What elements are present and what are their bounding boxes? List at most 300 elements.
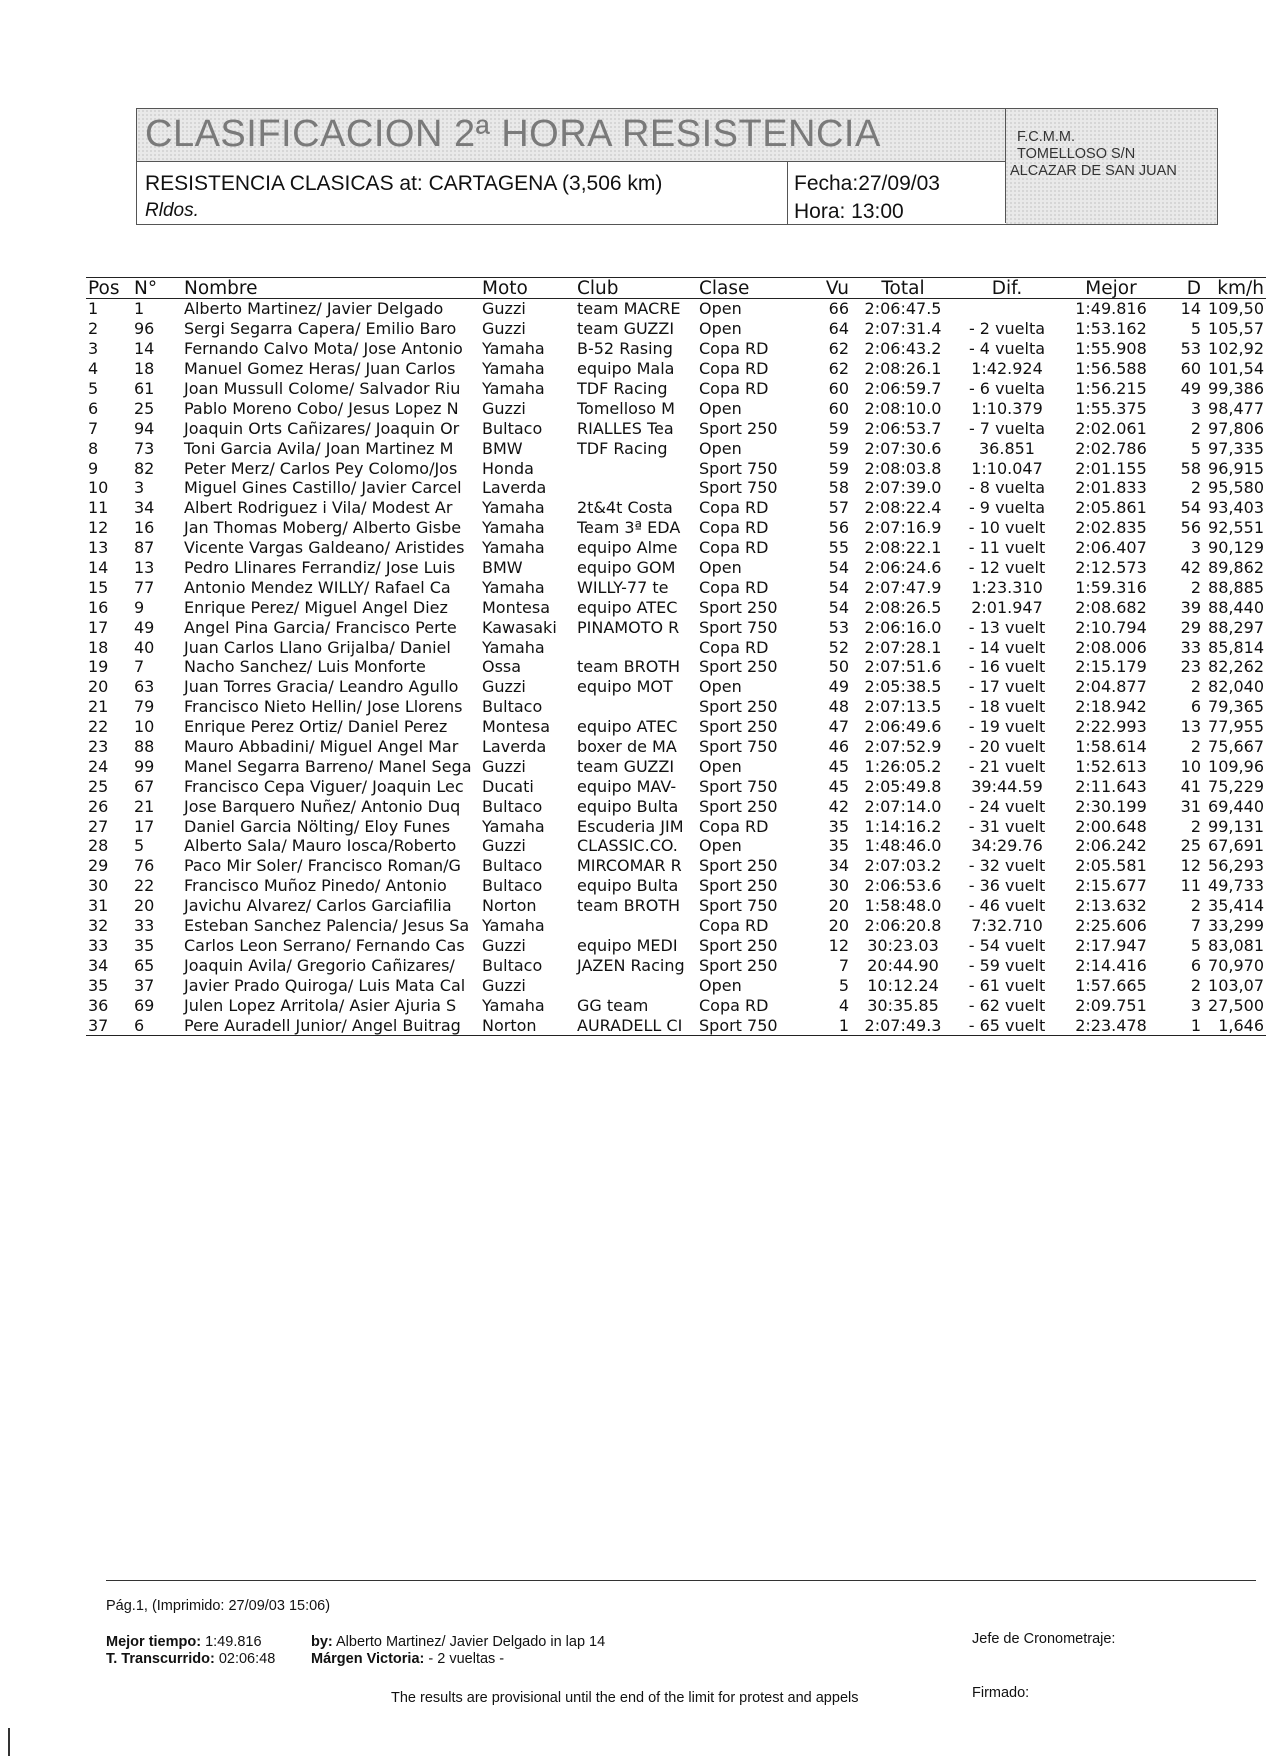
cell-total: 2:06:59.7	[864, 379, 942, 398]
cell-nombre: Juan Carlos Llano Grijalba/ Daniel	[184, 637, 451, 657]
cell-total: 2:07:31.4	[864, 319, 942, 339]
cell-mejor: 2:06.242	[1075, 836, 1147, 856]
cell-nombre: Albert Rodriguez i Vila/ Modest Ar	[184, 498, 453, 518]
cell-num: 20	[134, 896, 155, 916]
cell-kmh: 99,131	[1208, 816, 1264, 836]
cell-num: 88	[134, 737, 155, 757]
cell-vu: 59	[828, 438, 849, 458]
cell-moto: Bultaco	[482, 697, 543, 717]
cell-pos: 10	[88, 478, 109, 498]
cell-num: 18	[134, 359, 155, 379]
cell-num: 77	[134, 577, 155, 597]
cell-nombre: Alberto Martinez/ Javier Delgado	[184, 299, 444, 319]
cell-moto: Guzzi	[482, 836, 526, 856]
cell-d: 2	[1190, 577, 1201, 597]
elapsed-value: 02:06:48	[218, 1651, 276, 1667]
cell-num: 76	[134, 856, 155, 876]
cell-num: 5	[134, 836, 145, 856]
cell-total: 2:07:28.1	[864, 637, 942, 657]
best-by-value: Alberto Martinez/ Javier Delgado in lap 14	[335, 1634, 606, 1650]
cell-num: 9	[134, 597, 145, 617]
cell-pos: 14	[88, 558, 109, 578]
cell-club: TDF Racing	[577, 438, 668, 458]
cell-d: 5	[1190, 319, 1201, 339]
cell-total: 2:08:22.4	[864, 498, 942, 518]
cell-pos: 31	[88, 896, 109, 916]
cell-total: 30:23.03	[867, 935, 939, 955]
cell-kmh: 82,262	[1208, 657, 1264, 677]
cell-clase: Open	[699, 438, 742, 458]
cell-moto: Norton	[480, 1015, 575, 1035]
cell-total: 1:26:05.2	[864, 756, 942, 776]
table-row	[86, 1015, 1266, 1035]
cell-club: B-52 Rasing	[577, 339, 673, 359]
cell-pos: 24	[88, 756, 109, 776]
cell-dif: 1:10.379	[971, 398, 1043, 418]
cell-nombre: Javichu Alvarez/ Carlos Garciafilia	[184, 896, 452, 916]
table-row	[86, 617, 1266, 637]
cell-vu: 46	[828, 737, 849, 757]
cell-club: equipo Bulta	[577, 796, 679, 816]
cell-total: 2:08:26.1	[864, 359, 942, 379]
cell-pos: 19	[88, 657, 109, 677]
cell-moto: Guzzi	[482, 935, 526, 955]
cell-num: 14	[134, 339, 155, 359]
cell-d: 25	[1180, 836, 1201, 856]
cell-dif: - 62 vuelt	[968, 995, 1046, 1015]
cell-pos: 27	[88, 816, 109, 836]
cell-num: 10	[134, 717, 155, 737]
cell-kmh: 75,229	[1208, 776, 1264, 796]
cell-kmh: 69,440	[1208, 796, 1264, 816]
cell-d: 7	[1190, 916, 1201, 936]
cell-nombre: Manel Segarra Barreno/ Manel Sega	[184, 756, 472, 776]
cell-clase: Sport 750	[699, 896, 778, 916]
cell-club: Team 3ª EDA	[577, 518, 681, 538]
cell-clase: Copa RD	[699, 538, 769, 558]
cell-vu: 49	[828, 677, 849, 697]
cell-dif: - 10 vuelt	[968, 518, 1046, 538]
cell-clase: Open	[699, 398, 742, 418]
cell-vu: 45	[828, 776, 849, 796]
cell-d: 2	[1190, 478, 1201, 498]
cell-dif: - 46 vuelt	[968, 896, 1046, 916]
cell-club	[575, 478, 697, 498]
cell-nombre: Nacho Sanchez/ Luis Monforte	[184, 657, 426, 677]
cell-vu: 62	[828, 359, 849, 379]
cell-vu: 30	[828, 876, 849, 896]
cell-dif: - 9 vuelta	[968, 498, 1046, 518]
cell-nombre: Javier Prado Quiroga/ Luis Mata Cal	[184, 975, 466, 995]
cell-club: equipo ATEC	[577, 717, 678, 737]
cell-club: AURADELL CI	[575, 1015, 697, 1035]
cell-club: team BROTH	[577, 657, 681, 677]
table-row	[86, 796, 1266, 816]
organizer-address: TOMELLOSO S/N	[1017, 146, 1136, 162]
cell-dif: 1:10.047	[971, 458, 1043, 478]
col-d: D	[1163, 278, 1203, 299]
cell-vu: 35	[828, 816, 849, 836]
cell-num: 7	[134, 657, 145, 677]
cell-pos: 3	[88, 339, 99, 359]
cell-clase: Open	[699, 756, 742, 776]
cell-mejor: 2:22.993	[1075, 717, 1147, 737]
cell-d: 5	[1190, 935, 1201, 955]
cell-vu: 66	[828, 299, 849, 319]
cell-d: 41	[1180, 776, 1201, 796]
cell-nombre: Fernando Calvo Mota/ Jose Antonio	[184, 339, 463, 359]
page-title: CLASIFICACION 2ª HORA RESISTENCIA	[145, 113, 881, 155]
cell-nombre: Vicente Vargas Galdeano/ Aristides	[184, 538, 465, 558]
cell-d: 2	[1190, 737, 1201, 757]
cell-total: 30:35.85	[867, 995, 939, 1015]
cell-mejor: 1:56.215	[1075, 379, 1147, 398]
cell-clase: Copa RD	[699, 498, 769, 518]
cell-vu: 4	[838, 995, 849, 1015]
cell-mejor: 2:15.677	[1075, 876, 1147, 896]
col-nombre: Nombre	[182, 278, 480, 299]
cell-d: 10	[1180, 756, 1201, 776]
cell-pos: 7	[88, 418, 99, 438]
cell-num: 87	[134, 538, 155, 558]
table-row	[86, 955, 1266, 975]
cell-pos: 16	[88, 597, 109, 617]
cell-num: 96	[134, 319, 155, 339]
cell-num: 99	[134, 756, 155, 776]
cell-kmh: 109,96	[1208, 756, 1264, 776]
cell-clase: Copa RD	[699, 339, 769, 359]
cell-mejor: 2:23.478	[1059, 1015, 1163, 1035]
cell-dif: - 2 vuelta	[968, 319, 1046, 339]
cell-kmh: 56,293	[1208, 856, 1264, 876]
cell-nombre: Francisco Nieto Hellin/ Jose Llorens	[184, 697, 463, 717]
cell-mejor: 2:06.407	[1075, 538, 1147, 558]
cell-kmh: 67,691	[1208, 836, 1264, 856]
col-clase: Clase	[697, 278, 811, 299]
table-row	[86, 398, 1266, 418]
cell-mejor: 1:58.614	[1075, 737, 1147, 757]
cell-club: Escuderia JIM	[577, 816, 684, 836]
table-row	[86, 896, 1266, 916]
cell-vu: 60	[828, 398, 849, 418]
col-club: Club	[575, 278, 697, 299]
cell-kmh: 96,915	[1208, 458, 1264, 478]
cell-clase: Sport 750	[699, 617, 778, 637]
cell-dif: - 11 vuelt	[968, 538, 1046, 558]
cell-dif: - 21 vuelt	[968, 756, 1046, 776]
cell-d: 2	[1190, 896, 1201, 916]
cell-vu: 55	[828, 538, 849, 558]
col-vu: Vu	[811, 278, 851, 299]
cell-kmh: 98,477	[1208, 398, 1264, 418]
cell-nombre: Pedro Llinares Ferrandiz/ Jose Luis	[184, 558, 456, 578]
cell-kmh: 79,365	[1208, 697, 1264, 717]
best-by	[311, 1634, 605, 1650]
cell-total: 2:07:16.9	[864, 518, 942, 538]
cell-dif: - 65 vuelt	[955, 1015, 1059, 1035]
cell-num: 16	[134, 518, 155, 538]
cell-dif: - 14 vuelt	[968, 637, 1046, 657]
cell-club: equipo MEDI	[577, 935, 678, 955]
results-body	[86, 299, 1266, 1036]
cell-d: 29	[1180, 617, 1201, 637]
cell-nombre: Julen Lopez Arritola/ Asier Ajuria S	[184, 995, 457, 1015]
cell-kmh: 90,129	[1208, 538, 1264, 558]
cell-moto: Laverda	[482, 478, 547, 498]
cell-mejor: 2:02.061	[1075, 418, 1147, 438]
cell-num: 22	[134, 876, 155, 896]
cell-pos: 34	[88, 955, 109, 975]
cell-dif: - 59 vuelt	[968, 955, 1046, 975]
cell-d: 58	[1180, 458, 1201, 478]
event-info	[137, 161, 787, 224]
cell-d: 1	[1163, 1015, 1203, 1035]
table-row	[86, 677, 1266, 697]
cell-pos: 8	[88, 438, 99, 458]
cell-club: equipo Bulta	[577, 876, 679, 896]
results-table	[86, 277, 1266, 1036]
cell-total: 2:06:49.6	[864, 717, 942, 737]
cell-vu: 64	[828, 319, 849, 339]
cell-vu: 20	[828, 916, 849, 936]
cell-dif: - 16 vuelt	[968, 657, 1046, 677]
cell-vu: 12	[828, 935, 849, 955]
cell-moto: Bultaco	[482, 856, 543, 876]
cell-dif: - 24 vuelt	[968, 796, 1046, 816]
cell-pos: 18	[88, 637, 109, 657]
cell-num: 61	[134, 379, 155, 398]
cell-pos: 25	[88, 776, 109, 796]
cell-club: WILLY-77 te	[577, 577, 669, 597]
cell-dif: - 54 vuelt	[968, 935, 1046, 955]
cell-kmh: 70,970	[1208, 955, 1264, 975]
cell-vu: 54	[828, 558, 849, 578]
table-row	[86, 856, 1266, 876]
cell-num: 40	[134, 637, 155, 657]
cell-nombre: Pere Auradell Junior/ Angel Buitrag	[182, 1015, 480, 1035]
cell-dif: - 18 vuelt	[968, 697, 1046, 717]
print-info: Pág.1, (Imprimido: 27/09/03 15:06)	[106, 1598, 331, 1614]
cell-clase: Sport 250	[699, 856, 778, 876]
cell-num: 25	[134, 398, 155, 418]
cell-kmh: 88,885	[1208, 577, 1264, 597]
cell-kmh: 97,335	[1208, 438, 1264, 458]
cell-kmh: 99,386	[1208, 379, 1264, 398]
signed-label: Firmado:	[972, 1685, 1030, 1701]
cell-num: 73	[134, 438, 155, 458]
cell-d: 2	[1190, 677, 1201, 697]
cell-clase: Sport 750	[699, 478, 778, 498]
cell-vu: 59	[828, 458, 849, 478]
table-row	[86, 438, 1266, 458]
cell-club: team GUZZI	[577, 756, 675, 776]
cell-kmh: 33,299	[1208, 916, 1264, 936]
cell-total: 2:06:24.6	[864, 558, 942, 578]
cell-kmh: 88,297	[1208, 617, 1264, 637]
cell-total: 2:07:52.9	[864, 737, 942, 757]
cell-total: 2:07:13.5	[864, 697, 942, 717]
cell-mejor: 1:55.375	[1075, 398, 1147, 418]
cell-mejor: 2:12.573	[1075, 558, 1147, 578]
col-moto: Moto	[480, 278, 575, 299]
cell-d: 31	[1180, 796, 1201, 816]
cell-vu: 1	[811, 1015, 851, 1035]
cell-pos: 36	[88, 995, 109, 1015]
cell-moto: Laverda	[482, 737, 547, 757]
cell-moto: Guzzi	[482, 299, 526, 319]
cell-total: 1:14:16.2	[864, 816, 942, 836]
cell-moto: Yamaha	[482, 995, 545, 1015]
cell-clase: Sport 250	[699, 597, 778, 617]
cell-num: 33	[134, 916, 155, 936]
cell-club	[575, 916, 697, 936]
cell-club: equipo MAV-	[577, 776, 677, 796]
cell-moto: Guzzi	[482, 975, 526, 995]
cell-mejor: 2:05.861	[1075, 498, 1147, 518]
best-time-label: Mejor tiempo:	[106, 1634, 202, 1650]
cell-num: 13	[134, 558, 155, 578]
cell-total: 2:05:38.5	[864, 677, 942, 697]
cell-moto: Ducati	[482, 776, 534, 796]
cell-mejor: 2:25.606	[1075, 916, 1147, 936]
cell-vu: 34	[828, 856, 849, 876]
table-header-row	[86, 278, 1266, 299]
cell-clase: Open	[699, 319, 742, 339]
cell-moto: Bultaco	[482, 418, 543, 438]
cell-clase: Sport 250	[699, 717, 778, 737]
cell-mejor: 2:10.794	[1075, 617, 1147, 637]
cell-nombre: Alberto Sala/ Mauro Iosca/Roberto	[184, 836, 457, 856]
cell-d: 53	[1180, 339, 1201, 359]
table-row	[86, 776, 1266, 796]
table-row	[86, 458, 1266, 478]
cell-num: 67	[134, 776, 155, 796]
cell-nombre: Mauro Abbadini/ Miguel Angel Mar	[184, 737, 459, 757]
cell-vu: 20	[828, 896, 849, 916]
disclaimer: The results are provisional until the end of the limit for protest and appels	[391, 1690, 859, 1706]
cell-d: 14	[1180, 299, 1201, 319]
cell-nombre: Esteban Sanchez Palencia/ Jesus Sa	[184, 916, 470, 936]
cell-mejor: 2:11.643	[1075, 776, 1147, 796]
cell-clase: Open	[699, 558, 742, 578]
elapsed-time	[106, 1651, 275, 1667]
cell-mejor: 2:09.751	[1075, 995, 1147, 1015]
cell-d: 39	[1180, 597, 1201, 617]
cell-d: 2	[1190, 418, 1201, 438]
cell-nombre: Enrique Perez Ortiz/ Daniel Perez	[184, 717, 448, 737]
cell-d: 54	[1180, 498, 1201, 518]
col-mejor: Mejor	[1059, 278, 1163, 299]
cell-clase: Sport 250	[699, 657, 778, 677]
cell-clase: Sport 750	[697, 1015, 811, 1035]
cell-num: 82	[134, 458, 155, 478]
cell-nombre: Angel Pina Garcia/ Francisco Perte	[184, 617, 457, 637]
cell-kmh: 92,551	[1208, 518, 1264, 538]
cell-total: 2:06:20.8	[864, 916, 942, 936]
cell-dif: 1:42.924	[971, 359, 1043, 379]
cell-vu: 35	[828, 836, 849, 856]
cell-mejor: 2:15.179	[1075, 657, 1147, 677]
cell-nombre: Enrique Perez/ Miguel Angel Diez	[184, 597, 448, 617]
cell-dif: - 4 vuelta	[968, 339, 1046, 359]
cell-nombre: Sergi Segarra Capera/ Emilio Baro	[184, 319, 457, 339]
cell-vu: 58	[828, 478, 849, 498]
victory-margin-label: Márgen Victoria:	[311, 1651, 425, 1667]
table-row	[86, 518, 1266, 538]
cell-moto: Yamaha	[482, 637, 545, 657]
cell-club: JAZEN Racing	[577, 955, 685, 975]
cell-mejor: 2:01.155	[1075, 458, 1147, 478]
best-time-value: 1:49.816	[205, 1634, 262, 1650]
table-row	[86, 319, 1266, 339]
cell-clase: Copa RD	[699, 359, 769, 379]
cell-clase: Sport 250	[699, 955, 778, 975]
cell-mejor: 2:01.833	[1075, 478, 1147, 498]
cell-moto: Yamaha	[482, 916, 545, 936]
table-row	[86, 359, 1266, 379]
cell-mejor: 1:55.908	[1075, 339, 1147, 359]
cell-moto: Yamaha	[482, 359, 545, 379]
cell-vu: 54	[828, 597, 849, 617]
victory-margin-value: - 2 vueltas -	[428, 1651, 505, 1667]
event-date: Fecha:27/09/03	[794, 172, 940, 195]
cell-moto: Ossa	[482, 657, 522, 677]
table-row	[86, 597, 1266, 617]
cell-total: 1:58:48.0	[864, 896, 942, 916]
cell-num: 49	[134, 617, 155, 637]
cell-nombre: Paco Mir Soler/ Francisco Roman/G	[184, 856, 461, 876]
event-name: RESISTENCIA CLASICAS at: CARTAGENA (3,506 km)	[145, 172, 663, 195]
cell-dif: - 6 vuelta	[968, 379, 1046, 398]
table-row	[86, 876, 1266, 896]
cell-total: 2:07:49.3	[851, 1015, 955, 1035]
cell-dif: - 13 vuelt	[968, 617, 1046, 637]
cell-num: 69	[134, 995, 155, 1015]
cell-clase: Sport 250	[699, 796, 778, 816]
cell-nombre: Antonio Mendez WILLY/ Rafael Ca	[184, 577, 451, 597]
best-by-label: by:	[311, 1634, 333, 1650]
cell-total: 2:07:03.2	[864, 856, 942, 876]
cell-nombre: Toni Garcia Avila/ Joan Martinez M	[184, 438, 454, 458]
cell-vu: 48	[828, 697, 849, 717]
cell-clase: Open	[699, 836, 742, 856]
cell-dif: - 36 vuelt	[968, 876, 1046, 896]
cell-kmh: 83,081	[1208, 935, 1264, 955]
footer-divider	[106, 1580, 1256, 1581]
cell-dif: 1:23.310	[971, 577, 1043, 597]
cell-kmh: 95,580	[1208, 478, 1264, 498]
cell-kmh: 88,440	[1208, 597, 1264, 617]
cell-mejor: 2:04.877	[1075, 677, 1147, 697]
cell-vu: 62	[828, 339, 849, 359]
cell-total: 2:06:43.2	[864, 339, 942, 359]
cell-vu: 42	[828, 796, 849, 816]
cell-pos: 21	[88, 697, 109, 717]
cell-kmh: 109,50	[1208, 299, 1264, 319]
cell-num: 1	[134, 299, 145, 319]
cell-nombre: Daniel Garcia Nölting/ Eloy Funes	[184, 816, 451, 836]
cell-moto: Yamaha	[482, 538, 545, 558]
cell-vu: 45	[828, 756, 849, 776]
table-row	[86, 418, 1266, 438]
cell-moto: Bultaco	[482, 955, 543, 975]
cell-pos: 20	[88, 677, 109, 697]
organizer-info	[1005, 109, 1218, 223]
table-row	[86, 478, 1266, 498]
cell-num: 94	[134, 418, 155, 438]
organizer-city: ALCAZAR DE SAN JUAN	[1010, 163, 1177, 179]
cell-moto: Yamaha	[482, 379, 545, 398]
